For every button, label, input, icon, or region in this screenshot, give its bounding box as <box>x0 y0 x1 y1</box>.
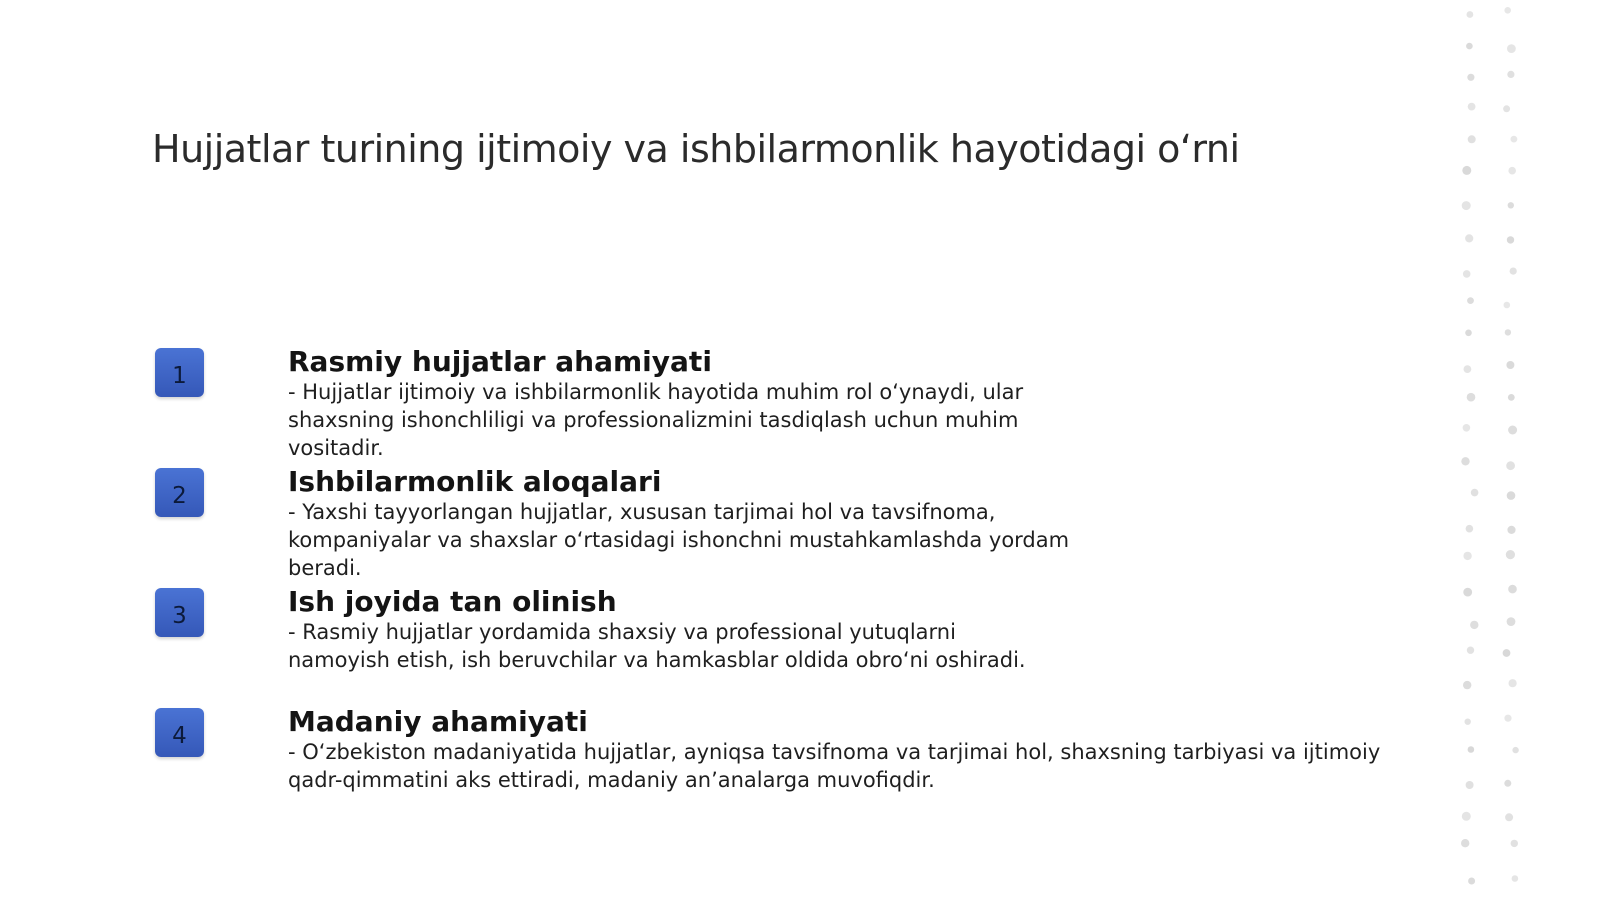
decorative-dot <box>1508 585 1517 594</box>
decorative-dot <box>1508 426 1517 435</box>
decorative-dot <box>1468 878 1475 885</box>
decorative-dot <box>1463 270 1471 278</box>
decorative-dot <box>1462 201 1471 210</box>
list-item-heading-1: Rasmiy hujjatlar ahamiyati <box>288 345 712 378</box>
decorative-dot <box>1506 461 1515 470</box>
decorative-dot <box>1504 715 1511 722</box>
decorative-dot <box>1465 330 1472 337</box>
decorative-dot <box>1463 424 1471 432</box>
list-item-body-4: - Oʻzbekiston madaniyatida hujjatlar, ayniqsa tavsifnoma va tarjimai hol, shaxsning tarbiyasi va ijtimoiy qadr-qimmatini aks ettiradi, madaniy anʼanalarga muvofiqdir. <box>288 740 1381 792</box>
list-item-body-3: - Rasmiy hujjatlar yordamida shaxsiy va professional yutuqlarni namoyish etish, ish beruvchilar va hamkasblar oldida obroʻni oshiradi. <box>288 620 1026 672</box>
decorative-dot <box>1505 329 1511 335</box>
decorative-dot <box>1468 746 1475 753</box>
list-item-text-2 <box>288 466 1428 582</box>
list-item-text-3 <box>288 586 1428 674</box>
decorative-dot <box>1468 135 1476 143</box>
decorative-dot <box>1507 526 1515 534</box>
decorative-dot <box>1506 361 1514 369</box>
decorative-dot <box>1512 875 1519 882</box>
decorative-dot <box>1507 617 1516 626</box>
decorative-dot <box>1507 491 1516 500</box>
decorative-dot <box>1507 236 1514 243</box>
decorative-dot <box>1511 136 1518 143</box>
decorative-dot <box>1511 840 1518 847</box>
decorative-dot <box>1463 681 1471 689</box>
decorative-dot <box>1504 780 1511 787</box>
decorative-dot <box>1508 394 1515 401</box>
number-badge-3: 3 <box>155 588 204 637</box>
decorative-dot <box>1468 103 1476 111</box>
decorative-dot <box>1464 365 1472 373</box>
decorative-dot <box>1466 43 1473 50</box>
decorative-dot <box>1506 550 1515 559</box>
decorative-dot <box>1465 234 1473 242</box>
number-badge-4: 4 <box>155 708 204 757</box>
list-item-heading-4: Madaniy ahamiyati <box>288 705 588 738</box>
decorative-dot <box>1465 719 1471 725</box>
decorative-dot <box>1510 268 1517 275</box>
decorative-dot <box>1508 167 1516 175</box>
decorative-dot <box>1503 105 1510 112</box>
decorative-dot <box>1463 588 1472 597</box>
decorative-dot-pattern <box>1448 0 1548 899</box>
decorative-dot <box>1507 71 1514 78</box>
decorative-dot <box>1467 74 1474 81</box>
decorative-dot <box>1509 679 1517 687</box>
decorative-dot <box>1505 813 1513 821</box>
decorative-dot <box>1463 552 1471 560</box>
decorative-dot <box>1504 302 1511 309</box>
list-item-body-1: - Hujjatlar ijtimoiy va ishbilarmonlik hayotida muhim rol oʻynaydi, ular shaxsning ishonchliligi va professionalizmini tasdiqlash uchun muhim vositadir. <box>288 380 1024 460</box>
decorative-dot <box>1467 11 1474 18</box>
list-item-body-2: - Yaxshi tayyorlangan hujjatlar, xususan tarjimai hol va tavsifnoma, kompaniyalar va shaxslar oʻrtasidagi ishonchni mustahkamlashda yordam beradi. <box>288 500 1070 580</box>
decorative-dot <box>1466 525 1474 533</box>
decorative-dot <box>1461 457 1469 465</box>
decorative-dot <box>1466 781 1474 789</box>
decorative-dot <box>1467 647 1474 654</box>
decorative-dot <box>1467 297 1474 304</box>
decorative-dot <box>1462 166 1471 175</box>
list-item-text-4 <box>288 706 1428 794</box>
list-item-heading-3: Ish joyida tan olinish <box>288 585 617 618</box>
number-badge-1: 1 <box>155 348 204 397</box>
decorative-dot <box>1462 812 1471 821</box>
decorative-dot <box>1503 649 1511 657</box>
decorative-dot <box>1461 839 1469 847</box>
decorative-dot <box>1471 489 1479 497</box>
decorative-dot <box>1508 202 1514 208</box>
number-badge-2: 2 <box>155 468 204 517</box>
decorative-dot <box>1507 44 1516 53</box>
list-item-heading-2: Ishbilarmonlik aloqalari <box>288 465 662 498</box>
slide-title: Hujjatlar turining ijtimoiy va ishbilarmonlik hayotidagi oʻrni <box>152 127 1240 171</box>
decorative-dot <box>1512 747 1518 753</box>
list-item-text-1 <box>288 346 1428 462</box>
decorative-dot <box>1470 621 1478 629</box>
decorative-dot <box>1467 393 1476 402</box>
decorative-dot <box>1504 7 1511 14</box>
